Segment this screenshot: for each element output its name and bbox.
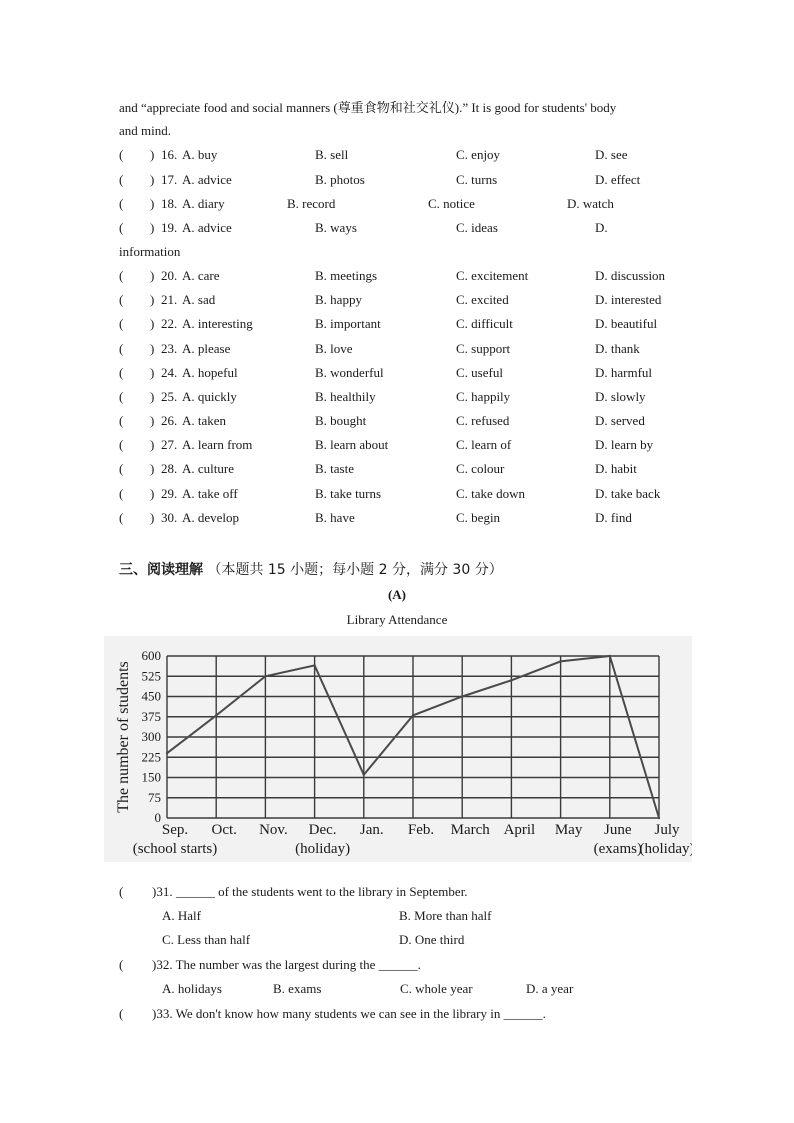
option-a[interactable]: A. taken — [182, 413, 227, 428]
question-number: 23. — [161, 341, 178, 356]
option-d[interactable]: D. learn by — [595, 437, 654, 452]
option-d[interactable]: D. see — [595, 147, 628, 162]
answer-blank-close: ) — [150, 292, 155, 307]
q32-stem: )32. The number was the largest during the ______. — [152, 957, 421, 972]
option-d[interactable]: D. habit — [595, 461, 637, 476]
data-point — [461, 695, 463, 697]
y-axis-label: The number of students — [115, 661, 132, 813]
answer-blank-open: ( — [119, 220, 124, 235]
x-tick-label: Oct. — [211, 822, 237, 838]
passage-label: (A) — [387, 587, 407, 602]
data-point — [658, 817, 660, 819]
question-number: 19. — [161, 220, 178, 235]
x-tick-label: Dec. — [308, 822, 337, 838]
x-tick-label: May — [554, 822, 583, 838]
option-c[interactable]: C. turns — [456, 172, 498, 187]
answer-blank-close: ) — [150, 268, 155, 283]
x-tick-label: Nov. — [259, 822, 288, 838]
option-c[interactable]: C. refused — [456, 413, 510, 428]
question-number: 24. — [161, 365, 178, 380]
option-b[interactable]: B. record — [287, 196, 336, 211]
option-b[interactable]: B. love — [315, 341, 353, 356]
option-c[interactable]: C. begin — [456, 510, 501, 525]
option-d[interactable]: D. take back — [595, 486, 661, 501]
q19-wrap-text: information — [119, 244, 181, 259]
option-d[interactable]: D. discussion — [595, 268, 666, 283]
data-point — [166, 752, 168, 754]
x-tick-label: Feb. — [407, 822, 435, 838]
x-tick-label: Jan. — [359, 822, 384, 838]
answer-blank-close: ) — [150, 365, 155, 380]
option-c[interactable]: C. happily — [456, 389, 511, 404]
option-a[interactable]: A. hopeful — [182, 365, 238, 380]
q31-option-d[interactable]: D. One third — [399, 932, 465, 947]
option-a[interactable]: A. quickly — [182, 389, 237, 404]
y-tick-label: 525 — [141, 668, 161, 684]
question-number: 27. — [161, 437, 178, 452]
option-d[interactable]: D. effect — [595, 172, 641, 187]
data-point — [215, 714, 217, 716]
answer-blank-open: ( — [119, 196, 124, 211]
option-a[interactable]: A. culture — [182, 461, 234, 476]
option-c[interactable]: C. colour — [456, 461, 505, 476]
option-b[interactable]: B. sell — [315, 147, 349, 162]
data-point — [609, 655, 611, 657]
passage-line-2: and mind. — [119, 123, 171, 138]
y-tick-label: 150 — [141, 769, 161, 785]
answer-blank-close: ) — [150, 172, 155, 187]
answer-blank-open: ( — [119, 486, 124, 501]
answer-blank-close: ) — [150, 437, 155, 452]
q32-paren: ( — [119, 957, 124, 972]
option-d[interactable]: D. watch — [567, 196, 614, 211]
data-point — [412, 714, 414, 716]
option-d[interactable]: D. beautiful — [595, 316, 658, 331]
question-number: 18. — [161, 196, 178, 211]
answer-blank-close: ) — [150, 461, 155, 476]
option-d[interactable]: D. find — [595, 510, 632, 525]
section-title: 三、阅读理解 — [119, 562, 203, 578]
q32-option-a[interactable]: A. holidays — [162, 981, 222, 996]
option-a[interactable]: A. develop — [182, 510, 240, 525]
q31-option-a[interactable]: A. Half — [162, 908, 201, 923]
answer-blank-open: ( — [119, 292, 124, 307]
option-c[interactable]: C. useful — [456, 365, 503, 380]
answer-blank-close: ) — [150, 486, 155, 501]
option-b[interactable]: B. meetings — [315, 268, 378, 283]
answer-blank-open: ( — [119, 461, 124, 476]
option-d[interactable]: D. interested — [595, 292, 662, 307]
option-b[interactable]: B. healthily — [315, 389, 376, 404]
option-b[interactable]: B. wonderful — [315, 365, 384, 380]
answer-blank-open: ( — [119, 316, 124, 331]
x-tick-label: April — [503, 822, 536, 838]
data-point — [264, 675, 266, 677]
q32-option-d[interactable]: D. a year — [526, 981, 574, 996]
y-tick-label: 300 — [141, 729, 161, 744]
option-d[interactable]: D. served — [595, 413, 645, 428]
option-a[interactable]: A. please — [182, 341, 231, 356]
option-b[interactable]: B. happy — [315, 292, 362, 307]
question-number: 28. — [161, 461, 178, 476]
option-d[interactable]: D. harmful — [595, 365, 653, 380]
answer-blank-close: ) — [150, 341, 155, 356]
option-c[interactable]: C. excitement — [456, 268, 529, 283]
y-tick-label: 75 — [148, 789, 161, 805]
option-b[interactable]: B. bought — [315, 413, 367, 428]
question-number: 21. — [161, 292, 178, 307]
option-d[interactable]: D. — [595, 220, 608, 235]
answer-blank-close: ) — [150, 389, 155, 404]
option-c[interactable]: C. support — [456, 341, 511, 356]
option-c[interactable]: C. take down — [456, 486, 525, 501]
q32-option-b[interactable]: B. exams — [273, 981, 322, 996]
section-note: （本题共 15 小题；每小题 2 分，满分 30 分） — [207, 562, 503, 578]
option-a[interactable]: A. learn from — [182, 437, 253, 452]
x-tick-label: Sep. — [161, 822, 189, 838]
question-number: 17. — [161, 172, 178, 187]
y-tick-label: 375 — [141, 708, 161, 724]
answer-blank-close: ) — [150, 147, 155, 162]
question-number: 22. — [161, 316, 178, 331]
answer-blank-open: ( — [119, 341, 124, 356]
option-a[interactable]: A. take off — [182, 486, 238, 501]
question-number: 30. — [161, 510, 178, 525]
x-sublabel: (holiday) — [295, 841, 351, 857]
data-point — [363, 774, 365, 776]
data-point — [559, 660, 561, 662]
option-c[interactable]: C. ideas — [456, 220, 498, 235]
q31-option-c[interactable]: C. Less than half — [162, 932, 251, 947]
y-tick-label: 0 — [154, 810, 161, 825]
x-tick-label: July — [654, 822, 680, 838]
x-sublabel: (exams) — [593, 841, 642, 857]
q31-option-b[interactable]: B. More than half — [399, 908, 492, 923]
option-b[interactable]: B. important — [315, 316, 381, 331]
x-tick-label: March — [450, 822, 490, 838]
chart-title: Library Attendance — [346, 612, 448, 627]
option-c[interactable]: C. enjoy — [456, 147, 501, 162]
answer-blank-open: ( — [119, 510, 124, 525]
data-point — [510, 679, 512, 681]
option-b[interactable]: B. have — [315, 510, 355, 525]
option-c[interactable]: C. excited — [456, 292, 509, 307]
question-number: 26. — [161, 413, 178, 428]
option-a[interactable]: A. advice — [182, 172, 232, 187]
answer-blank-open: ( — [119, 268, 124, 283]
option-b[interactable]: B. taste — [315, 461, 354, 476]
option-d[interactable]: D. slowly — [595, 389, 646, 404]
option-a[interactable]: A. care — [182, 268, 220, 283]
question-number: 20. — [161, 268, 178, 283]
q31-stem: )31. ______ of the students went to the library in September. — [152, 884, 468, 899]
x-sublabel: (school starts) — [132, 841, 218, 857]
answer-blank-close: ) — [150, 413, 155, 428]
q32-option-c[interactable]: C. whole year — [400, 981, 473, 996]
y-tick-label: 600 — [141, 648, 161, 663]
option-d[interactable]: D. thank — [595, 341, 640, 356]
option-c[interactable]: C. learn of — [456, 437, 512, 452]
question-number: 16. — [161, 147, 178, 162]
chart-svg — [104, 636, 692, 862]
answer-blank-close: ) — [150, 510, 155, 525]
option-b[interactable]: B. ways — [315, 220, 357, 235]
answer-blank-open: ( — [119, 147, 124, 162]
answer-blank-open: ( — [119, 437, 124, 452]
answer-blank-close: ) — [150, 316, 155, 331]
y-tick-label: 225 — [141, 749, 161, 765]
library-attendance-chart — [104, 636, 692, 862]
option-b[interactable]: B. learn about — [315, 437, 389, 452]
option-a[interactable]: A. advice — [182, 220, 232, 235]
question-number: 29. — [161, 486, 178, 501]
x-tick-label: June — [604, 822, 632, 838]
answer-blank-open: ( — [119, 389, 124, 404]
answer-blank-open: ( — [119, 365, 124, 380]
question-number: 25. — [161, 389, 178, 404]
q33-paren: ( — [119, 1006, 124, 1021]
option-a[interactable]: A. sad — [182, 292, 216, 307]
answer-blank-close: ) — [150, 220, 155, 235]
answer-blank-open: ( — [119, 172, 124, 187]
answer-blank-open: ( — [119, 413, 124, 428]
data-point — [313, 664, 315, 666]
passage-line-1: and “appreciate food and social manners (尊重食物和社交礼仪).” It is good for students' body — [119, 100, 617, 115]
y-tick-label: 450 — [141, 688, 161, 704]
option-a[interactable]: A. interesting — [182, 316, 253, 331]
answer-blank-close: ) — [150, 196, 155, 211]
option-a[interactable]: A. diary — [182, 196, 225, 211]
q33-stem: )33. We don't know how many students we can see in the library in ______. — [152, 1006, 546, 1021]
option-b[interactable]: B. take turns — [315, 486, 382, 501]
section-heading — [119, 559, 503, 579]
q31-paren: ( — [119, 884, 124, 899]
option-c[interactable]: C. notice — [428, 196, 475, 211]
option-c[interactable]: C. difficult — [456, 316, 513, 331]
option-a[interactable]: A. buy — [182, 147, 218, 162]
option-b[interactable]: B. photos — [315, 172, 365, 187]
x-sublabel: (holiday) — [639, 841, 692, 857]
